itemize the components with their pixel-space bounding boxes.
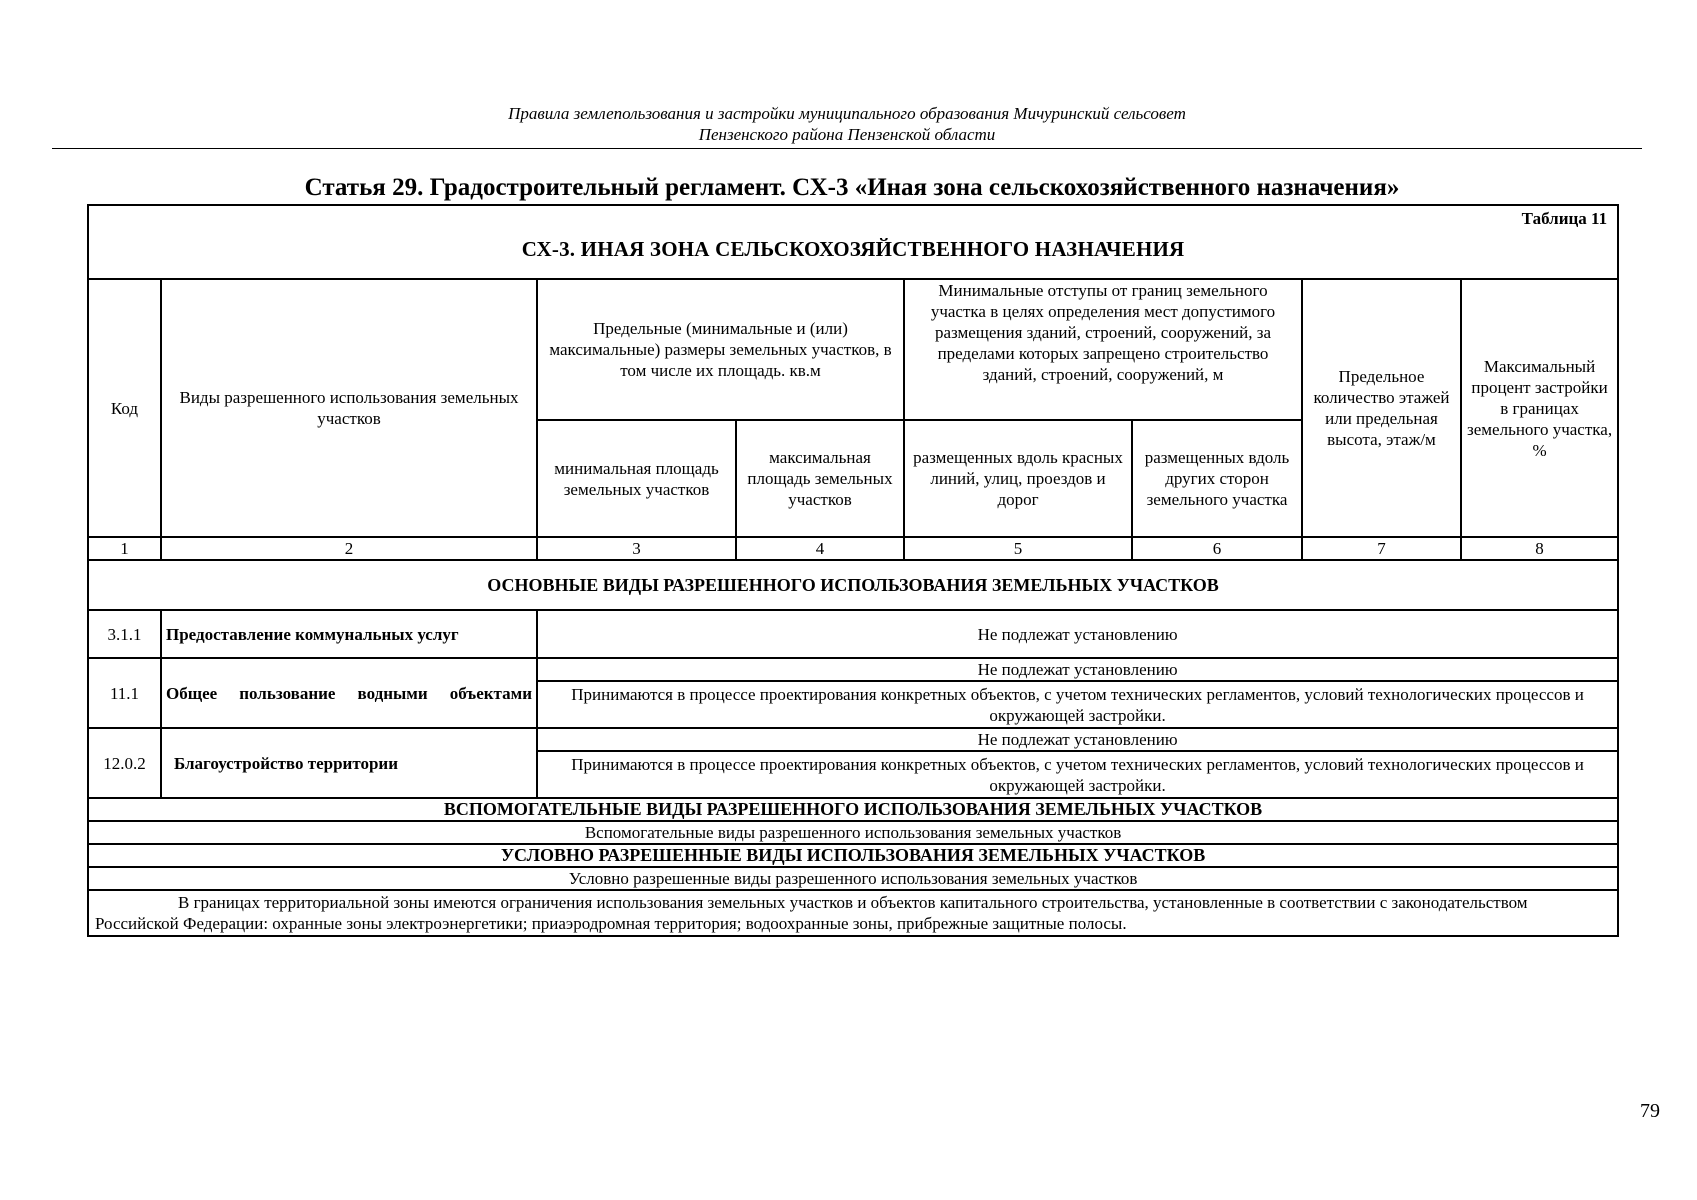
column-number: 5 (904, 537, 1132, 560)
table-row (88, 728, 1618, 751)
conditional-section-row (88, 844, 1618, 867)
conditional-text-row (88, 867, 1618, 890)
auxiliary-text-row (88, 821, 1618, 844)
conditional-text: Условно разрешенные виды разрешенного использования земельных участков (88, 867, 1618, 890)
running-header-line-2: Пензенского района Пензенской области (698, 125, 996, 144)
row-value-bottom: Принимаются в процессе проектирования конкретных объектов, с учетом технических регламентов, условий технологических процессов и окружающей застройки. (537, 681, 1618, 728)
row-code: 11.1 (88, 658, 161, 728)
column-number: 7 (1302, 537, 1461, 560)
column-number: 6 (1132, 537, 1302, 560)
auxiliary-section-row (88, 798, 1618, 821)
table-row (88, 610, 1618, 658)
row-value: Не подлежат установлению (537, 610, 1618, 658)
table-row (88, 658, 1618, 681)
zone-title: СХ-3. ИНАЯ ЗОНА СЕЛЬСКОХОЗЯЙСТВЕННОГО НАЗНАЧЕНИЯ (521, 236, 1185, 261)
header-setbacks: Минимальные отступы от границ земельного участка в целях определения мест допустимого размещения зданий, строений, сооружений, за пределами которых запрещено строительство зданий, строений, сооружений, м (904, 279, 1302, 420)
header-sizes: Предельные (минимальные и (или) максимальные) размеры земельных участков, в том числе их площадь. кв.м (537, 279, 904, 420)
column-number: 2 (161, 537, 537, 560)
header-row-1 (88, 279, 1618, 420)
table-caption-cell (88, 205, 1618, 279)
header-rule (52, 148, 1642, 149)
column-numbers-row (88, 537, 1618, 560)
header-code: Код (88, 279, 161, 537)
row-use-name: Общее пользование водными объектами (161, 658, 537, 728)
table-number: Таблица 11 (1521, 209, 1608, 228)
header-max-area: максимальная площадь земельных участков (736, 420, 904, 537)
article-title: Статья 29. Градостроительный регламент. СХ-3 «Иная зона сельскохозяйственного назначения» (304, 174, 1400, 201)
table-caption-row (88, 205, 1618, 279)
column-number: 4 (736, 537, 904, 560)
row-value-top: Не подлежат установлению (537, 728, 1618, 751)
conditional-section-title: УСЛОВНО РАЗРЕШЕННЫЕ ВИДЫ ИСПОЛЬЗОВАНИЯ ЗЕМЕЛЬНЫХ УЧАСТКОВ (88, 844, 1618, 867)
row-value-bottom: Принимаются в процессе проектирования конкретных объектов, с учетом технических регламентов, условий технологических процессов и окружающей застройки. (537, 751, 1618, 798)
regulation-table (87, 204, 1619, 937)
note-row (88, 890, 1618, 936)
header-floors: Предельное количество этажей или предельная высота, этаж/м (1302, 279, 1461, 537)
column-number: 1 (88, 537, 161, 560)
row-code: 12.0.2 (88, 728, 161, 798)
header-coverage: Максимальный процент застройки в границах земельного участка, % (1461, 279, 1618, 537)
header-red-lines: размещенных вдоль красных линий, улиц, проездов и дорог (904, 420, 1132, 537)
restrictions-note: В границах территориальной зоны имеются ограничения использования земельных участков и объектов капитального строительства, установленные в соответствии с законодательством Российской Федерации: охранные зоны электроэнергетики; приаэродромная территория; водоохранные зоны, прибрежные защитные полосы. (88, 890, 1618, 936)
auxiliary-section-title: ВСПОМОГАТЕЛЬНЫЕ ВИДЫ РАЗРЕШЕННОГО ИСПОЛЬЗОВАНИЯ ЗЕМЕЛЬНЫХ УЧАСТКОВ (88, 798, 1618, 821)
row-value-top: Не подлежат установлению (537, 658, 1618, 681)
row-use-name: Благоустройство территории (161, 728, 537, 798)
page-number: 79 (1640, 1100, 1660, 1122)
auxiliary-text: Вспомогательные виды разрешенного использования земельных участков (88, 821, 1618, 844)
row-code: 3.1.1 (88, 610, 161, 658)
main-section-title: ОСНОВНЫЕ ВИДЫ РАЗРЕШЕННОГО ИСПОЛЬЗОВАНИЯ ЗЕМЕЛЬНЫХ УЧАСТКОВ (88, 560, 1618, 610)
header-other-sides: размещенных вдоль других сторон земельного участка (1132, 420, 1302, 537)
column-number: 3 (537, 537, 736, 560)
main-section-row (88, 560, 1618, 610)
running-header (52, 103, 1642, 145)
column-number: 8 (1461, 537, 1618, 560)
row-use-name: Предоставление коммунальных услуг (161, 610, 537, 658)
header-use-types: Виды разрешенного использования земельных участков (161, 279, 537, 537)
header-min-area: минимальная площадь земельных участков (537, 420, 736, 537)
running-header-line-1: Правила землепользования и застройки муниципального образования Мичуринский сельсовет (508, 104, 1186, 123)
